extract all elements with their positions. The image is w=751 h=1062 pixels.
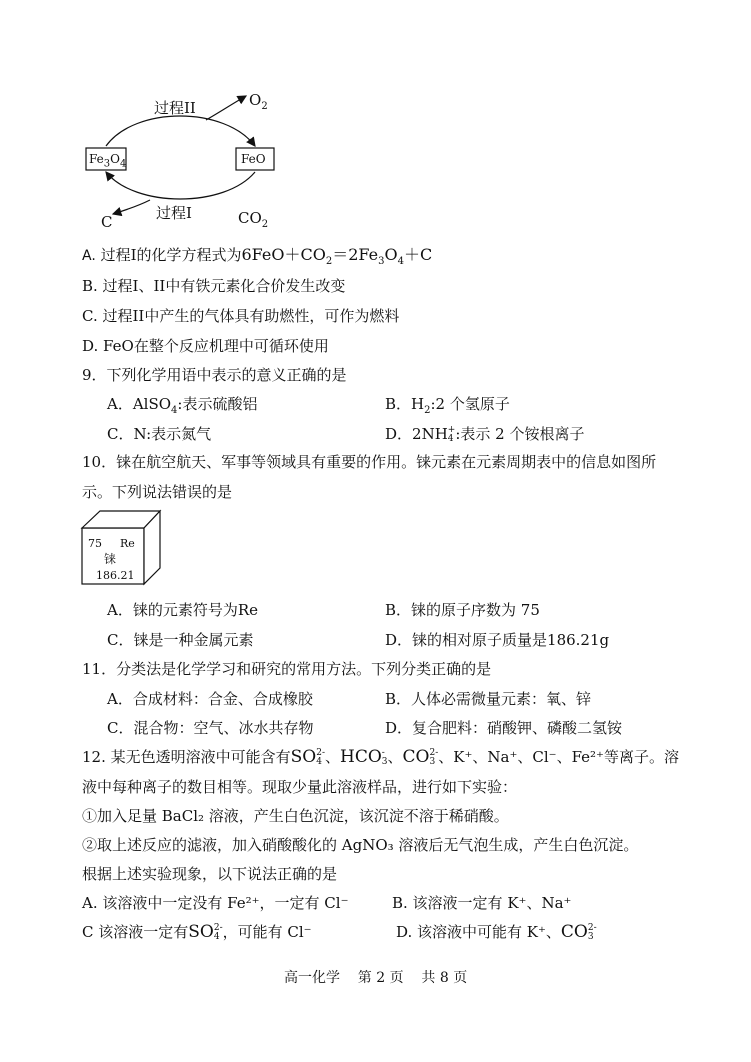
q12-step1: ①加入足量 BaCl₂ 溶液，产生白色沉淀，该沉淀不溶于稀硝酸。 — [82, 807, 509, 825]
process2-label: 过程II — [154, 99, 196, 117]
q12-stem-pre: 12. 某无色透明溶液中可能含有 — [82, 748, 291, 766]
o2-arrow — [206, 96, 246, 120]
q12-stem-line2: 液中每种离子的数目相等。现取少量此溶液样品，进行如下实验： — [82, 778, 518, 796]
q12-c-so4-sup: 2- — [213, 923, 223, 933]
q9-b-label: B． — [385, 395, 412, 413]
q8-d-text: 在整个反应机理中可循环使用 — [133, 337, 329, 355]
q10-stem-line2: 示。下列说法错误的是 — [82, 483, 233, 501]
q12-sep1: 、 — [325, 748, 341, 766]
q12-c-pre: C 该溶液一定有 — [82, 923, 189, 941]
q10-option-b: B．铼的原子序数为 75 — [385, 601, 540, 619]
q10-stem-line1: 10．铼在航空航天、军事等领域具有重要的作用。铼元素在元素周期表中的信息如图所 — [82, 453, 657, 471]
q12-c-so4-sub: 4 — [213, 932, 220, 942]
q12-co3-sup: 2- — [429, 748, 439, 758]
q9-d-label: D． — [385, 425, 413, 443]
q12-option-b: B. 该溶液一定有 K⁺、Na⁺ — [392, 894, 572, 912]
o2-subscript: 2 — [261, 101, 268, 112]
q8-d-label: D. — [82, 337, 99, 355]
q12-c-post: ，可能有 Cl⁻ — [222, 923, 312, 941]
q12-stem-line1 — [82, 747, 679, 767]
q9-a-formula: AlSO — [132, 395, 172, 413]
q12-hco3-sub: 3 — [381, 757, 388, 767]
q12-option-c — [82, 922, 312, 942]
q11-stem: 11．分类法是化学学习和研究的常用方法。下列分类正确的是 — [82, 660, 492, 678]
fe3o4-sub1: 3 — [103, 158, 111, 170]
q12-so4-sup: 2- — [316, 748, 325, 758]
q11-option-b: B．人体必需微量元素：氧、锌 — [385, 690, 592, 708]
q8-a-text: 过程I的化学方程式为 — [100, 246, 242, 264]
reaction-cycle-diagram — [0, 0, 751, 240]
co2-label — [238, 208, 268, 228]
q12-c-so4: SO — [188, 922, 214, 942]
c-label: C — [101, 213, 113, 231]
q8-a-label: A. — [82, 248, 96, 264]
process1-label: 过程I — [156, 204, 192, 222]
process1-arrow — [106, 172, 255, 199]
q9-a-label: A． — [107, 395, 133, 413]
q9-b-sub: 2 — [424, 405, 431, 416]
q12-co3: CO — [402, 747, 430, 767]
q9-d-text: :表示 2 个铵根离子 — [455, 425, 585, 443]
q12-d-co3-sub: 3 — [587, 932, 594, 942]
q9-stem: 9．下列化学用语中表示的意义正确的是 — [82, 366, 347, 384]
q12-hco3-sup: - — [381, 748, 385, 758]
eq-part-1: 6FeO＋CO — [241, 245, 326, 264]
q12-sep2: 、 — [387, 748, 403, 766]
co2-symbol: CO — [238, 209, 262, 227]
q9-d-formula: 2NH — [412, 425, 448, 443]
process2-arrow — [106, 116, 255, 146]
eq-sub-3: 4 — [397, 256, 404, 268]
q12-co3-sub: 3 — [429, 757, 436, 767]
q9-d-sup: + — [447, 425, 456, 435]
eq-part-2: ＝2Fe — [332, 245, 379, 264]
q11-option-a: A．合成材料：合金、合成橡胶 — [107, 690, 313, 708]
fe3o4-o: O — [110, 152, 120, 166]
q12-so4-sub: 4 — [316, 757, 322, 767]
q8-option-b: B. 过程I、II中有铁元素化合价发生改变 — [82, 277, 346, 295]
eq-part-3: O — [384, 245, 398, 264]
q11-option-d: D．复合肥料：硝酸钾、磷酸二氢铵 — [385, 719, 623, 737]
feo-label: FeO — [241, 152, 266, 166]
q8-option-c: C. 过程II中产生的气体具有助燃性，可作为燃料 — [82, 307, 400, 325]
eq-part-4: ＋C — [404, 245, 433, 264]
fe3o4-fe: Fe — [89, 152, 104, 166]
eq-sub-1: 2 — [325, 256, 333, 268]
q12-step2: ②取上述反应的滤液，加入硝酸酸化的 AgNO₃ 溶液后无气泡生成，产生白色沉淀。 — [82, 836, 639, 854]
cell-element-name: 铼 — [104, 552, 117, 566]
q9-option-c: C．N:表示氮气 — [107, 425, 212, 443]
q8-option-d — [82, 336, 329, 356]
q12-stem-post: 、K⁺、Na⁺、Cl⁻、Fe²⁺等离子。溶 — [438, 748, 679, 766]
q9-d-sub: 4 — [447, 434, 454, 444]
q8-d-feo: FeO — [103, 337, 134, 355]
q12-d-pre: D. 该溶液中可能有 K⁺、 — [396, 923, 561, 941]
q11-option-c: C．混合物：空气、冰水共存物 — [107, 719, 314, 737]
q12-option-a: A. 该溶液中一定没有 Fe²⁺，一定有 Cl⁻ — [82, 894, 349, 912]
q9-a-sub: 4 — [171, 405, 178, 416]
q12-d-co3: CO — [560, 922, 588, 942]
q9-option-a — [107, 394, 257, 414]
c-arrow — [113, 200, 150, 214]
q12-stem-line3: 根据上述实验现象，以下说法正确的是 — [82, 865, 338, 883]
q9-a-text: :表示硫酸铝 — [177, 395, 258, 413]
cell-atomic-number: 75 — [88, 537, 102, 550]
page-footer: 高一化学 第 2 页 共 8 页 — [284, 970, 468, 986]
q9-option-b — [385, 394, 510, 414]
q10-option-d: D．铼的相对原子质量是186.21g — [385, 631, 610, 649]
q8-a-equation — [241, 245, 433, 268]
o2-label — [249, 90, 268, 110]
q9-option-d — [385, 424, 584, 444]
q8-option-a — [82, 245, 432, 266]
q12-option-d — [396, 922, 597, 942]
q12-so4: SO — [290, 747, 317, 767]
q9-b-formula: H — [411, 395, 425, 413]
o2-symbol: O — [249, 91, 262, 109]
q12-hco3: HCO — [340, 747, 382, 767]
q12-d-co3-sup: 2- — [587, 923, 597, 933]
cell-element-symbol: Re — [120, 537, 135, 550]
co2-subscript: 2 — [261, 219, 269, 230]
q9-b-text: :2 个氢原子 — [430, 395, 510, 413]
fe3o4-sub2: 4 — [120, 158, 127, 170]
eq-sub-2: 3 — [378, 256, 385, 268]
fe3o4-label — [89, 149, 126, 169]
q10-option-c: C．铼是一种金属元素 — [107, 631, 254, 649]
cell-atomic-mass: 186.21 — [96, 569, 135, 582]
q10-option-a: A．铼的元素符号为Re — [107, 601, 259, 619]
